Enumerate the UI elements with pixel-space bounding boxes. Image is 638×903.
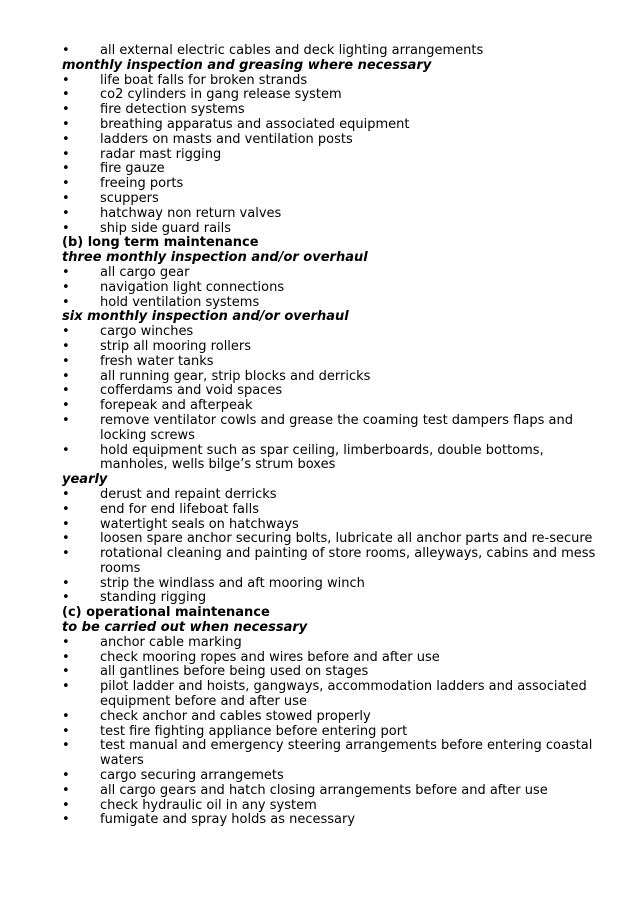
list-item-text: strip the windlass and aft mooring winch	[100, 575, 365, 591]
list-item	[62, 739, 602, 769]
list-item-text: hold equipment such as spar ceiling, limberboards, double bottoms, manholes, wells bilge’s strum boxes	[100, 442, 544, 473]
bullet-icon: •	[62, 161, 70, 177]
list-item-text: fumigate and spray holds as necessary	[100, 812, 356, 828]
bullet-icon: •	[62, 782, 70, 798]
list-item-text: fire gauze	[100, 161, 165, 177]
bullet-icon: •	[62, 116, 70, 132]
bullet-icon: •	[62, 708, 70, 724]
subsection-heading: monthly inspection and greasing where necessary	[62, 57, 432, 73]
list-item-text: life boat falls for broken strands	[100, 72, 308, 88]
bullet-icon: •	[62, 398, 70, 414]
bullet-icon: •	[62, 516, 70, 532]
list-item-text: all external electric cables and deck lighting arrangements	[100, 43, 484, 58]
list-item-text: standing rigging	[100, 590, 207, 606]
list-item	[62, 799, 602, 814]
list-item-text: all cargo gears and hatch closing arrangements before and after use	[100, 782, 548, 798]
bullet-icon: •	[62, 679, 70, 695]
bullet-icon: •	[62, 338, 70, 354]
list-item	[62, 577, 602, 592]
bullet-icon: •	[62, 634, 70, 650]
list-item	[62, 680, 602, 710]
list-item	[62, 44, 602, 59]
bullet-icon: •	[62, 486, 70, 502]
list-item-text: hatchway non return valves	[100, 205, 282, 221]
bullet-icon: •	[62, 590, 70, 606]
list-item	[62, 325, 602, 340]
list-item	[62, 384, 602, 399]
bullet-icon: •	[62, 324, 70, 340]
subsection-heading: six monthly inspection and/or overhaul	[62, 309, 349, 325]
list-item	[62, 148, 602, 163]
bullet-icon: •	[62, 723, 70, 739]
bullet-icon: •	[62, 412, 70, 428]
list-item-text: radar mast rigging	[100, 146, 222, 162]
list-item	[62, 665, 602, 680]
bullet-icon: •	[62, 72, 70, 88]
list-item-text: ladders on masts and ventilation posts	[100, 131, 353, 147]
bullet-icon: •	[62, 368, 70, 384]
list-item	[62, 192, 602, 207]
list-item-text: cargo securing arrangemets	[100, 768, 284, 784]
document-body	[62, 44, 602, 828]
bullet-icon: •	[62, 43, 70, 58]
bullet-icon: •	[62, 205, 70, 221]
list-item	[62, 518, 602, 533]
list-item	[62, 591, 602, 606]
list-item	[62, 222, 602, 237]
list-item	[62, 547, 602, 577]
list-item-text: all running gear, strip blocks and derricks	[100, 368, 371, 384]
list-item	[62, 103, 602, 118]
list-item-text: forepeak and afterpeak	[100, 398, 253, 414]
list-item	[62, 207, 602, 222]
list-item-text: rotational cleaning and painting of store rooms, alleyways, cabins and mess rooms	[100, 546, 596, 576]
list-item-text: all gantlines before being used on stages	[100, 664, 369, 680]
bullet-icon: •	[62, 131, 70, 147]
list-item-text: check anchor and cables stowed properly	[100, 708, 371, 724]
bullet-icon: •	[62, 294, 70, 310]
bullet-icon: •	[62, 353, 70, 369]
bullet-icon: •	[62, 279, 70, 295]
bullet-icon: •	[62, 264, 70, 280]
list-item	[62, 74, 602, 89]
list-item-text: cargo winches	[100, 324, 194, 340]
list-item	[62, 414, 602, 444]
list-item-text: all cargo gear	[100, 264, 190, 280]
list-item	[62, 88, 602, 103]
list-item	[62, 281, 602, 296]
bullet-icon: •	[62, 146, 70, 162]
list-item	[62, 296, 602, 311]
list-item-text: ship side guard rails	[100, 220, 232, 236]
list-item	[62, 266, 602, 281]
bullet-icon: •	[62, 87, 70, 103]
list-item	[62, 725, 602, 740]
list-item	[62, 399, 602, 414]
bullet-icon: •	[62, 220, 70, 236]
list-item-text: remove ventilator cowls and grease the coaming test dampers flaps and locking screws	[100, 412, 573, 443]
list-item-text: fresh water tanks	[100, 353, 214, 369]
list-item-text: navigation light connections	[100, 279, 285, 295]
list-item	[62, 532, 602, 547]
bullet-icon: •	[62, 383, 70, 399]
list-item	[62, 118, 602, 133]
list-item	[62, 488, 602, 503]
list-item	[62, 355, 602, 370]
bullet-icon: •	[62, 664, 70, 680]
bullet-icon: •	[62, 649, 70, 665]
bullet-icon: •	[62, 102, 70, 118]
section-heading: (b) long term maintenance	[62, 235, 259, 251]
bullet-icon: •	[62, 738, 70, 754]
bullet-icon: •	[62, 442, 70, 458]
bullet-icon: •	[62, 501, 70, 517]
bullet-icon: •	[62, 546, 70, 562]
list-item-text: strip all mooring rollers	[100, 338, 252, 354]
bullet-icon: •	[62, 797, 70, 813]
section-heading: (c) operational maintenance	[62, 605, 270, 621]
list-item	[62, 769, 602, 784]
list-item	[62, 340, 602, 355]
list-item-text: co2 cylinders in gang release system	[100, 87, 342, 103]
list-item	[62, 710, 602, 725]
list-item-text: cofferdams and void spaces	[100, 383, 283, 399]
list-item-text: pilot ladder and hoists, gangways, accommodation ladders and associated equipment before and after use	[100, 679, 587, 710]
list-item-text: freeing ports	[100, 176, 184, 192]
list-item	[62, 636, 602, 651]
list-item-text: derust and repaint derricks	[100, 486, 277, 502]
list-item	[62, 444, 602, 474]
list-item-text: scuppers	[100, 190, 159, 206]
list-item-text: fire detection systems	[100, 102, 245, 118]
list-item-text: check hydraulic oil in any system	[100, 797, 317, 813]
list-item	[62, 133, 602, 148]
list-item	[62, 651, 602, 666]
list-item-text: breathing apparatus and associated equipment	[100, 116, 410, 132]
list-item-text: end for end lifeboat falls	[100, 501, 259, 517]
list-item	[62, 162, 602, 177]
bullet-icon: •	[62, 176, 70, 192]
list-item-text: check mooring ropes and wires before and after use	[100, 649, 440, 665]
list-item-text: watertight seals on hatchways	[100, 516, 299, 532]
bullet-icon: •	[62, 190, 70, 206]
list-item	[62, 784, 602, 799]
bullet-icon: •	[62, 812, 70, 828]
list-item	[62, 503, 602, 518]
bullet-icon: •	[62, 531, 70, 547]
bullet-icon: •	[62, 768, 70, 784]
list-item-text: test fire fighting appliance before entering port	[100, 723, 408, 739]
subsection-heading: three monthly inspection and/or overhaul	[62, 250, 368, 266]
list-item	[62, 813, 602, 828]
bullet-icon: •	[62, 575, 70, 591]
list-item-text: loosen spare anchor securing bolts, lubricate all anchor parts and re-secure	[100, 531, 593, 547]
subsection-heading: yearly	[62, 472, 108, 488]
list-item-text: test manual and emergency steering arrangements before entering coastal waters	[100, 738, 593, 769]
list-item-text: anchor cable marking	[100, 634, 242, 650]
list-item-text: hold ventilation systems	[100, 294, 260, 310]
subsection-heading: to be carried out when necessary	[62, 620, 308, 636]
list-item	[62, 177, 602, 192]
list-item	[62, 370, 602, 385]
